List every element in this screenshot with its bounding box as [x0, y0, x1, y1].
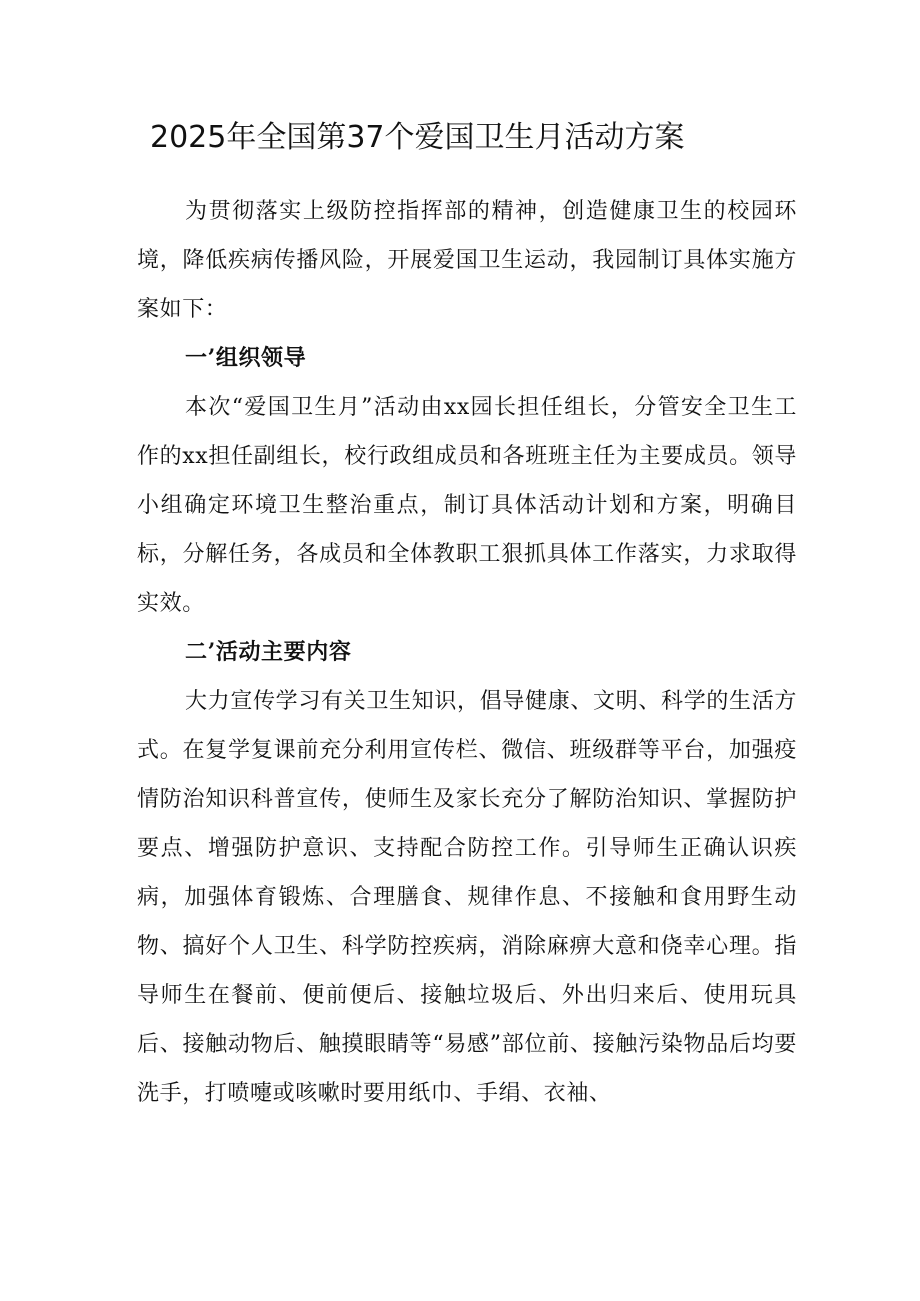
intro-paragraph: 为贯彻落实上级防控指挥部的精神，创造健康卫生的校园环境，降低疾病传播风险，开展爱国卫生运动，我园制订具体实施方案如下： [137, 199, 797, 322]
section-body-organization: 本次“爱国卫生月”活动由xx园长担任组长，分管安全卫生工作的xx担任副组长，校行政组成员和各班班主任为主要成员。领导小组确定环境卫生整治重点，制订具体活动计划和方案，明确目标，分解任务，各成员和全体教职工狠抓具体工作落实，力求取得实效。 [137, 395, 797, 616]
section-body-activities: 大力宣传学习有关卫生知识，倡导健康、文明、科学的生活方式。在复学复课前充分利用宣传栏、微信、班级群等平台，加强疫情防治知识科普宣传，使师生及家长充分了解防治知识、掌握防护要点、增强防护意识、支持配合防控工作。引导师生正确认识疾病，加强体育锻炼、合理膳食、规律作息、不接触和食用野生动物、搞好个人卫生、科学防控疾病，消除麻痹大意和侥幸心理。指导师生在餐前、便前便后、接触垃圾后、外出归来后、使用玩具后、接触动物后、触摸眼睛等“易感”部位前、接触污染物品后均要洗手，打喷嚏或咳嗽时要用纸巾、手绢、衣袖、 [137, 689, 797, 1106]
section-heading-activities: 二’活动主要内容 [185, 639, 352, 665]
document-body [137, 180, 797, 1118]
section-heading-organization: 一’组织领导 [185, 345, 307, 371]
document-title: 2025年全国第37个爱国卫生月活动方案 [150, 120, 685, 155]
